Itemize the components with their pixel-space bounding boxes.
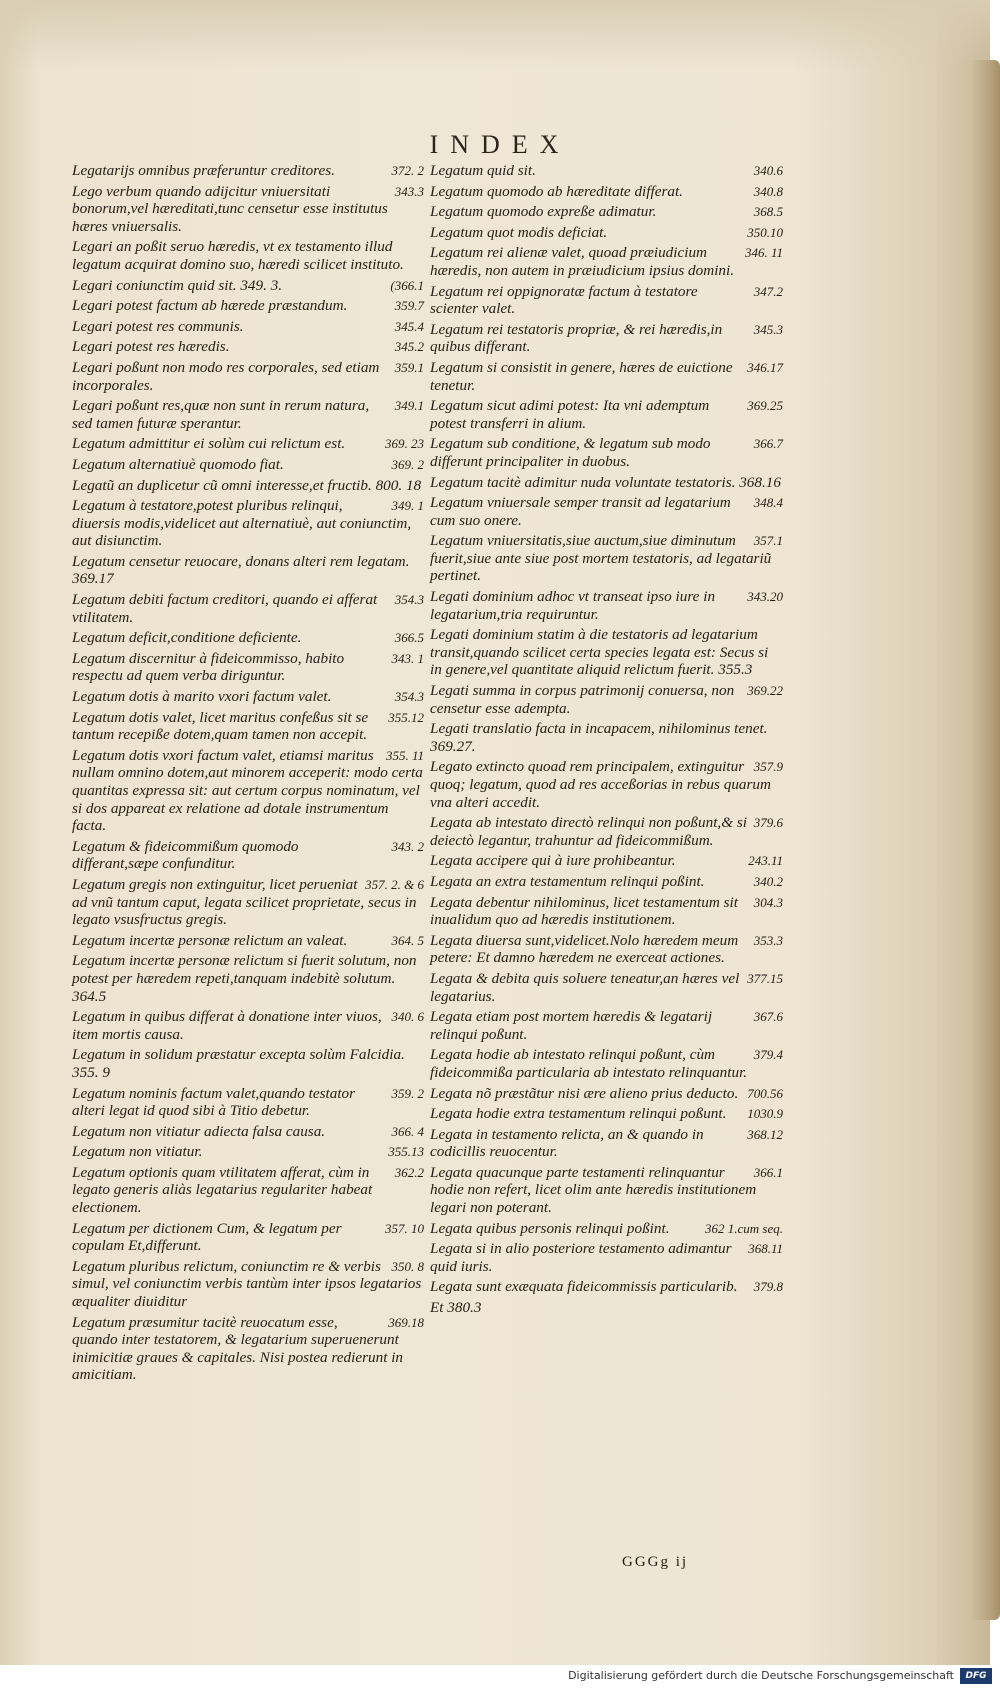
entry-text: Legatum debiti factum creditori, quando ei afferat vtilitatem. [72, 591, 378, 626]
index-entry [430, 162, 783, 180]
index-entry [430, 1164, 783, 1217]
index-entry [72, 650, 424, 685]
index-entry [72, 629, 424, 647]
entry-reference: 369.22 [747, 683, 783, 699]
page-shadow [0, 0, 990, 70]
entry-text: Legata ab intestato directò relinqui non poßunt,& si deiectò legantur, trahuntur ad fideicommißum. [430, 814, 747, 849]
entry-reference: 377.15 [747, 970, 783, 986]
entry-text: Legata diuersa sunt,videlicet.Nolo hæredem meum petere: Et damno hæredem ne exerceat actiones. [430, 931, 739, 967]
entry-reference: 357.1 [753, 533, 783, 549]
entry-reference: 368.12 [747, 1126, 783, 1142]
index-entry [430, 244, 783, 279]
entry-text: Legatũ an duplicetur cũ omni interesse,et fructib. 800. 18 [72, 476, 422, 494]
entry-text: Legati dominium adhoc vt transeat ipso iure in legatarium,tria requiruntur. [430, 588, 716, 623]
entry-text: Legatum non vitiatur. [72, 1143, 203, 1161]
index-entry [72, 1123, 424, 1141]
entry-reference: 340.6 [753, 163, 783, 178]
entry-text: Legatum incertæ personæ relictum an valeat. [72, 931, 348, 949]
entry-text: Et 380.3 [430, 1299, 482, 1317]
entry-reference: 355.12 [388, 709, 424, 725]
entry-text: Legati translatio facta in incapacem, nihilominus tenet. 369.27. [430, 720, 768, 755]
entry-text: Legata debentur nihilominus, licet testamentum sit inualidum quo ad hæredis institutionem. [430, 893, 738, 929]
page-edge [972, 60, 1000, 1620]
index-entry [430, 1105, 783, 1123]
index-entry [72, 1046, 424, 1081]
entry-reference: 347.2 [753, 283, 783, 299]
index-entry [72, 359, 424, 394]
index-entry [72, 338, 424, 356]
index-entry [430, 321, 783, 356]
index-entry [430, 183, 783, 201]
page-title: INDEX [429, 130, 571, 159]
index-entry [72, 318, 424, 336]
entry-reference: 366.5 [394, 630, 424, 646]
entry-reference: 366.1 [753, 1164, 783, 1180]
entry-reference: 343.3 [394, 183, 424, 199]
entry-text: Legatum vniuersitatis,siue auctum,siue diminutum fuerit,siue ante siue post mortem testatoris, ad legatariũ pertinet. [430, 532, 772, 585]
entry-text: Legata quacunque parte testamenti relinquantur hodie non refert, licet olim ante hæredis institutionem legari non poterant. [430, 1163, 757, 1217]
index-entry [430, 588, 783, 623]
index-entry [430, 1126, 783, 1161]
index-entry [72, 397, 424, 432]
entry-text: Legatum dotis vxori factum valet, etiamsi maritus nullam omnino dotem,aut minorem acceperit: modo certa quantitas expressa sit: aut certum corpus nominatum, vel si dos appareat ex relatione ad dotale instrumentum facta. [72, 746, 423, 835]
index-entry [430, 397, 783, 432]
index-entry [430, 532, 783, 585]
entry-text: Legatum rei testatoris propriæ, & rei hæredis,in quibus differant. [430, 320, 723, 356]
entry-reference: 364. 5 [391, 932, 424, 948]
entry-reference: 354.3 [394, 689, 424, 705]
signature-mark: GGGg ij [622, 1554, 689, 1570]
entry-text: Legari potest factum ab hærede præstandum. [72, 297, 348, 315]
index-entry [430, 894, 783, 929]
entry-text: Legatum dotis valet, licet maritus confeßus sit se tantum recepiße dotem,quam tamen non accepit. [72, 708, 369, 744]
entry-text: Legatum nominis factum valet,quando testator alteri legat id quod sibi à Titio debetur. [72, 1084, 356, 1120]
entry-text: Legatum incertæ personæ relictum si fuerit solutum, non potest per hæredem repeti,tanquam indebitè solutum. 364.5 [72, 952, 417, 1005]
index-entry [72, 688, 424, 706]
entry-reference: 349.1 [394, 398, 424, 414]
footer-bar [0, 1665, 1000, 1688]
entry-reference: 340.2 [753, 873, 783, 889]
entry-reference: 340.8 [753, 183, 783, 199]
entry-text: Legatum admittitur ei solùm cui relictum est. [72, 435, 346, 453]
entry-text: Legatum rei oppignoratæ factum à testatore scienter valet. [430, 282, 698, 318]
entry-text: Legatum quomodo expreße adimatur. [430, 203, 657, 221]
index-entry [72, 435, 424, 453]
entry-reference: 369.18 [388, 1314, 424, 1330]
index-entry [72, 553, 424, 588]
index-entry [430, 970, 783, 1005]
index-entry [430, 1299, 783, 1317]
entry-reference: 350. 8 [391, 1258, 424, 1274]
entry-reference: 357.9 [753, 759, 783, 775]
index-entry [430, 203, 783, 221]
index-entry [72, 932, 424, 950]
index-entry [430, 474, 783, 492]
index-column-left [72, 162, 424, 1387]
entry-text: Legata accipere qui à iure prohibeantur. [430, 852, 676, 870]
entry-reference: 379.6 [753, 815, 783, 831]
entry-reference: 700.56 [747, 1085, 783, 1101]
entry-text: Legatarijs omnibus præferuntur creditores. [72, 162, 335, 179]
entry-text: Legari potest res communis. [72, 317, 244, 335]
entry-text: Legata & debita quis soluere teneatur,an hæres vel legatarius. [430, 969, 740, 1005]
entry-reference: 304.3 [753, 894, 783, 910]
index-entry [430, 852, 783, 870]
entry-text: Legatum deficit,conditione deficiente. [72, 629, 302, 647]
index-entry [430, 435, 783, 470]
entry-reference: 369. 23 [385, 436, 424, 452]
entry-text: Legatum tacitè adimitur nuda voluntate testatoris. 368.16 [430, 473, 781, 491]
entry-text: Legatum in solidum præstatur excepta solùm Falcidia. 355. 9 [72, 1046, 405, 1081]
index-entry [430, 626, 783, 679]
entry-text: Legatum pluribus relictum, coniunctim re & verbis simul, vel coniunctim verbis tantùm inter ipsos legatarios æqualiter diuiditur [72, 1257, 422, 1311]
entry-text: Legata etiam post mortem hæredis & legatarij relinqui poßunt. [430, 1008, 713, 1043]
entry-text: Legatum quid sit. [430, 162, 536, 179]
entry-text: Legatum & fideicommißum quomodo differant,sæpe confunditur. [72, 837, 299, 873]
entry-text: Legatum rei alienæ valet, quoad præiudicium hæredis, non autem in præiudicium ipsius domini. [430, 244, 735, 279]
index-entry [430, 1220, 783, 1238]
index-entry [430, 1008, 783, 1043]
entry-reference: 359.7 [394, 298, 424, 314]
entry-text: Legato extincto quoad rem principalem, extinguitur quoq; legatum, quod ad res acceßorias in rebus quarum vna alteri accedit. [430, 758, 771, 811]
entry-reference: 379.4 [753, 1047, 783, 1063]
index-entry [430, 1085, 783, 1103]
entry-reference: 368.11 [748, 1241, 783, 1257]
index-entry [430, 1046, 783, 1081]
index-entry [430, 1278, 783, 1296]
entry-text: Legatum dotis à marito vxori factum valet. [72, 688, 332, 706]
index-entry [72, 183, 424, 236]
index-entry [72, 1164, 424, 1217]
entry-reference: 355. 11 [385, 747, 424, 763]
index-column-right [430, 162, 783, 1320]
entry-reference: 340. 6 [391, 1009, 424, 1025]
entry-text: Legatum in quibus differat à donatione inter viuos, item mortis causa. [72, 1008, 382, 1043]
entry-text: Legata an extra testamentum relinqui poßint. [430, 872, 705, 890]
entry-text: Legari coniunctim quid sit. 349. 3. [72, 276, 283, 294]
index-entry [72, 1314, 424, 1384]
entry-reference: 343. 2 [391, 838, 424, 854]
entry-reference: 368.5 [753, 204, 783, 220]
entry-reference: 366.7 [753, 436, 783, 452]
index-entry [72, 952, 424, 1005]
index-entry [430, 720, 783, 755]
entry-reference: 357. 2. & 6 [365, 876, 424, 892]
entry-reference: 346.17 [747, 359, 783, 375]
entry-reference: 343. 1 [391, 650, 424, 666]
footer-credit: Digitalisierung gefördert durch die Deutsche Forschungsgemeinschaft [568, 1669, 954, 1682]
entry-reference: 345.3 [753, 321, 783, 337]
entry-reference: 1030.9 [747, 1106, 783, 1122]
entry-reference: (366.1 [390, 277, 424, 293]
index-entry [72, 162, 424, 180]
entry-text: Legari an poßit seruo hæredis, vt ex testamento illud legatum acquirat domino suo, hæredi scilicet instituto. [72, 238, 404, 273]
entry-text: Lego verbum quando adijcitur vniuersitati bonorum,vel hæreditati,tunc censetur esse institutus hæres vniuersalis. [72, 182, 388, 235]
index-entry [430, 283, 783, 318]
entry-text: Legari poßunt non modo res corporales, sed etiam incorporales. [72, 358, 380, 394]
entry-reference: 359.1 [394, 359, 424, 375]
entry-text: Legatum à testatore,potest pluribus relinqui, diuersis modis,videlicet aut alternatiuè, aut coniunctim, aut disiunctim. [72, 497, 412, 550]
index-entry [72, 838, 424, 873]
entry-reference: 369. 2 [391, 456, 424, 472]
index-entry [72, 709, 424, 744]
index-entry [72, 477, 424, 495]
entry-text: Legatum vniuersale semper transit ad legatarium cum suo onere. [430, 494, 731, 529]
entry-reference: 362 1.cum seq. [705, 1220, 783, 1236]
index-entry [430, 682, 783, 717]
entry-reference: 346. 11 [744, 245, 783, 261]
entry-reference: 355.13 [388, 1144, 424, 1160]
entry-reference: 349. 1 [391, 498, 424, 514]
entry-text: Legatum per dictionem Cum, & legatum per copulam Et,differunt. [72, 1219, 342, 1255]
entry-reference: 353.3 [753, 932, 783, 948]
entry-reference: 345.2 [394, 339, 424, 355]
entry-reference: 345.4 [394, 318, 424, 334]
entry-text: Legata hodie ab intestato relinqui poßunt, cùm fideicommißa particularia ab intestato relinquantur. [430, 1046, 748, 1081]
entry-text: Legatum non vitiatur adiecta falsa causa. [72, 1122, 326, 1140]
index-entry [72, 1008, 424, 1043]
entry-text: Legatum optionis quam vtilitatem afferat, cùm in legato generis aliàs legatarius regulariter habeat electionem. [72, 1163, 373, 1217]
index-entry [72, 747, 424, 835]
entry-text: Legata nõ præstãtur nisi ære alieno prius deducto. [430, 1084, 739, 1102]
entry-text: Legatum alternatiuè quomodo fiat. [72, 455, 284, 473]
entry-reference: 348.4 [753, 495, 783, 511]
entry-reference: 359. 2 [391, 1085, 424, 1101]
entry-text: Legata si in alio posteriore testamento adimantur quid iuris. [430, 1240, 732, 1275]
index-entry [430, 932, 783, 967]
index-entry [72, 876, 424, 929]
index-entry [72, 297, 424, 315]
index-entry [72, 591, 424, 626]
index-entry [72, 1258, 424, 1311]
entry-reference: 372. 2 [391, 163, 424, 178]
index-entry [72, 456, 424, 474]
entry-text: Legati dominium statim à die testatoris ad legatarium transit,quando scilicet certa species legata est: Secus si in genere,vel quantitate aliquid relictum fuerit. 355.3 [430, 626, 769, 679]
entry-text: Legata in testamento relicta, an & quando in codicillis reuocentur. [430, 1125, 704, 1161]
index-entry [430, 224, 783, 242]
entry-text: Legatum sub conditione, & legatum sub modo differunt principaliter in duobus. [430, 435, 711, 470]
entry-reference: 367.6 [753, 1009, 783, 1025]
entry-reference: 354.3 [394, 592, 424, 608]
entry-text: Legatum si consistit in genere, hæres de euictione tenetur. [430, 358, 733, 394]
entry-reference: 369.25 [747, 398, 783, 414]
entry-reference: 343.20 [747, 589, 783, 605]
entry-reference: 357. 10 [385, 1220, 424, 1236]
index-entry [72, 238, 424, 273]
entry-reference: 243.11 [748, 853, 783, 869]
index-entry [430, 494, 783, 529]
index-entry [430, 1240, 783, 1275]
entry-text: Legata hodie extra testamentum relinqui poßunt. [430, 1105, 727, 1123]
entry-text: Legatum præsumitur tacitè reuocatum esse, quando inter testatorem, & legatarium superuenerunt inimicitiæ graues & capitales. Nisi postea redierunt in amicitiam. [72, 1313, 404, 1384]
entry-text: Legatum quot modis deficiat. [430, 223, 608, 241]
entry-text: Legari poßunt res,quæ non sunt in rerum natura, sed tamen futuræ sperantur. [72, 397, 370, 432]
entry-reference: 379.8 [753, 1279, 783, 1295]
index-entry [72, 1085, 424, 1120]
entry-reference: 362.2 [394, 1164, 424, 1180]
index-entry [72, 1220, 424, 1255]
entry-text: Legari potest res hæredis. [72, 338, 230, 356]
entry-text: Legatum quomodo ab hæreditate differat. [430, 182, 683, 200]
index-entry [430, 359, 783, 394]
entry-text: Legatum discernitur à fideicommisso, habito respectu ad quem verba diriguntur. [72, 649, 345, 685]
index-entry [72, 497, 424, 550]
entry-reference: 366. 4 [391, 1123, 424, 1139]
index-entry [72, 1143, 424, 1161]
entry-reference: 350.10 [747, 224, 783, 240]
entry-text: Legata sunt exæquata fideicommissis particularib. [430, 1278, 738, 1296]
dfg-logo: DFG [960, 1668, 992, 1684]
entry-text: Legatum sicut adimi potest: Ita vni ademptum potest transferri in alium. [430, 397, 710, 432]
entry-text: Legatum gregis non extinguitur, licet perueniat ad vnũ tantum caput, legata scilicet proprietate, secus in legato vsusfructus gregis. [72, 875, 417, 929]
entry-text: Legata quibus personis relinqui poßint. [430, 1219, 670, 1237]
index-entry [430, 758, 783, 811]
entry-text: Legati summa in corpus patrimonij conuersa, non censetur esse adempta. [430, 682, 735, 717]
index-entry [430, 814, 783, 849]
entry-text: Legatum censetur reuocare, donans alteri rem legatam. 369.17 [72, 552, 410, 588]
index-entry [72, 277, 424, 295]
index-entry [430, 873, 783, 891]
